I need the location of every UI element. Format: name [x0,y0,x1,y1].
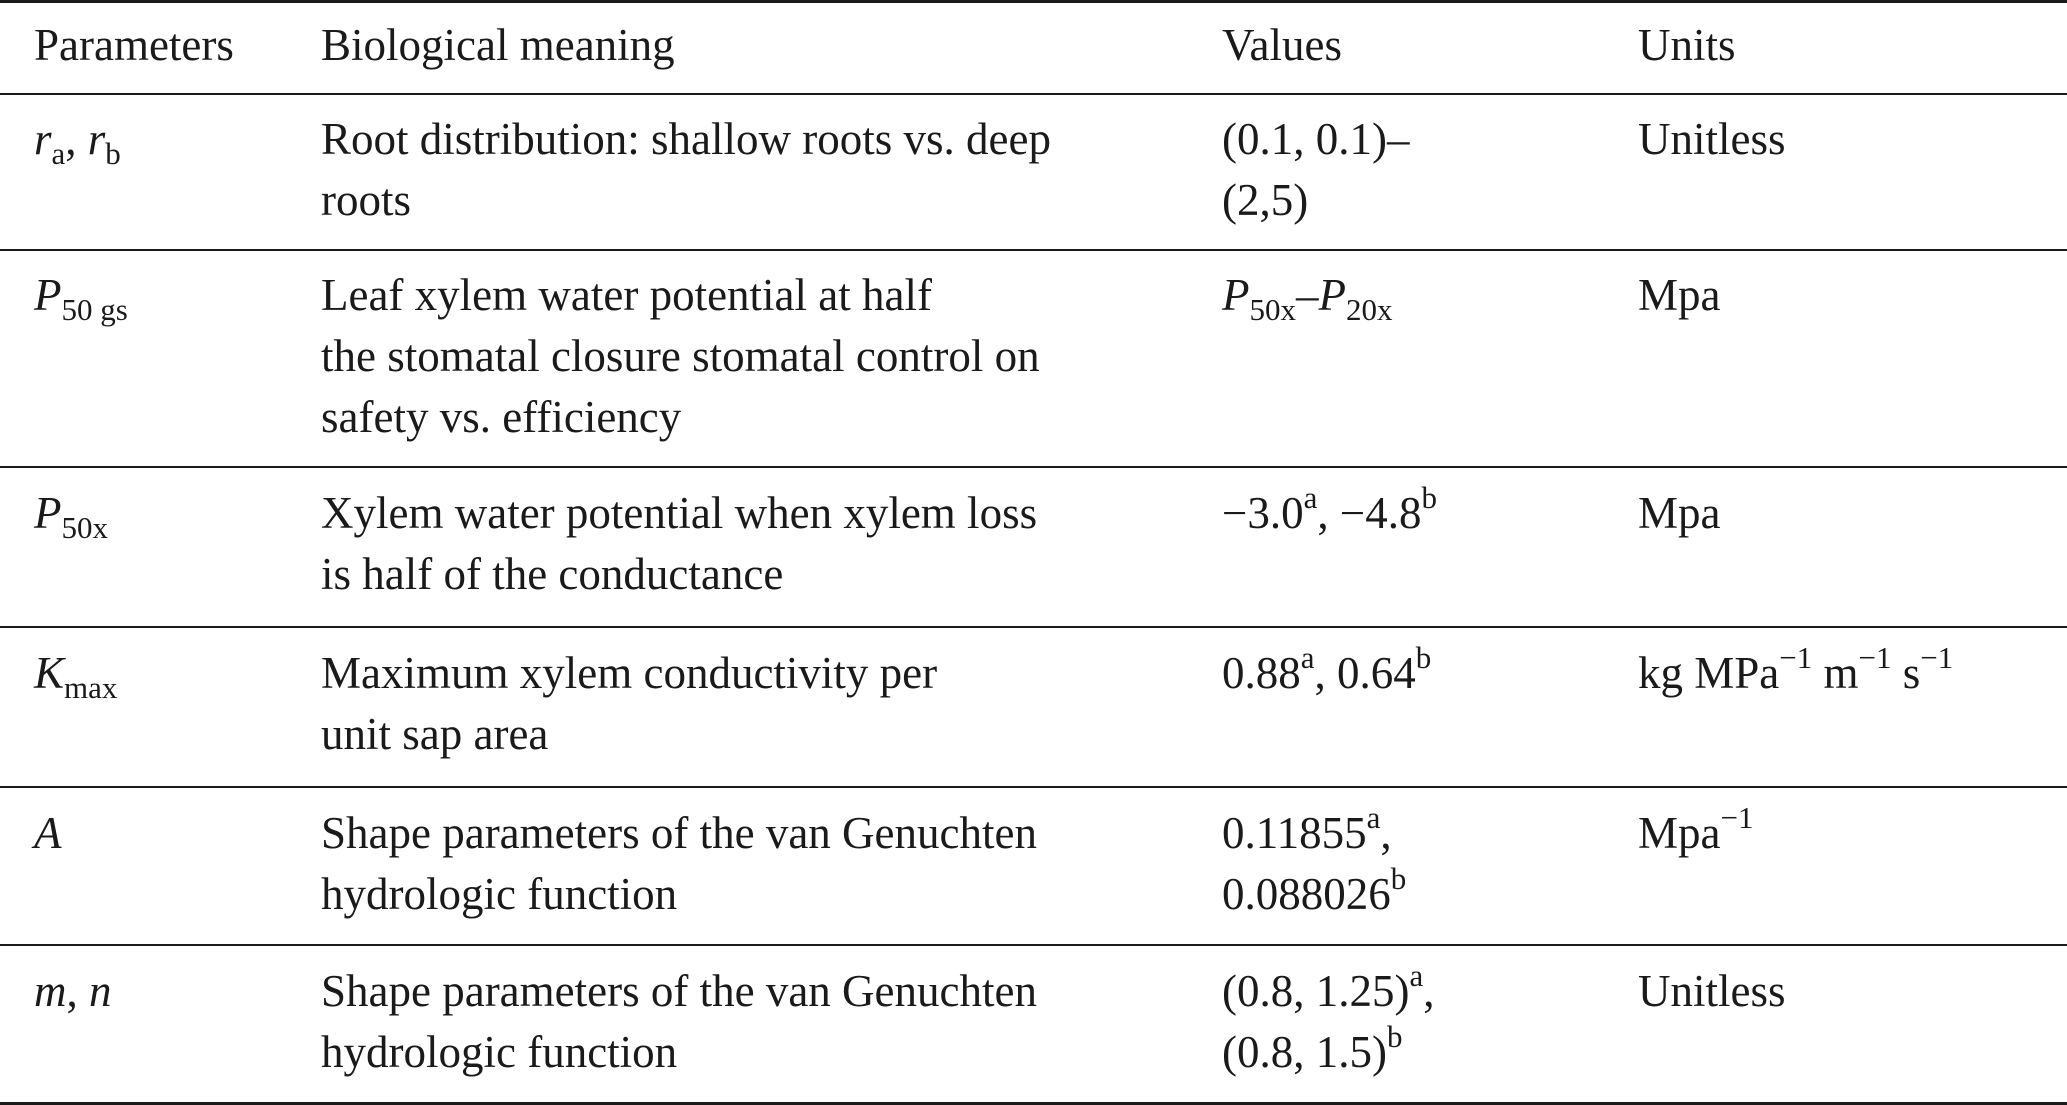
table-row-2-units: Mpa [1638,270,1721,320]
table-row-2-meaning: Leaf xylem water potential at half the stomatal closure stomatal control on safety vs. efficiency [321,270,1040,442]
table-row-1-param: $r_a$, $r_b$ [34,114,121,171]
row-divider [0,466,2067,468]
table-row-5-param: A [34,808,62,858]
table-row-1-units: Unitless [1638,114,1786,164]
table-row-4-meaning: Maximum xylem conductivity per unit sap area [321,648,938,759]
header-parameters: Parameters [34,20,234,70]
table-row-4-param: $K_{max}$ [34,648,118,705]
table-row-4-units: kg MPa$^{-1}$ $m^{-1}$ $s^{-1}$ [1638,640,1954,698]
table-row-3-meaning: Xylem water potential when xylem loss is half of the conductance [321,488,1038,599]
table-row-3-param: $P_{50x}$ [34,488,108,545]
table-row-3-units: Mpa [1638,488,1721,538]
table-row-5-units: Mpa$^{-1}$ [1638,800,1754,858]
row-divider [0,249,2067,251]
header-rule [0,93,2067,95]
table-row-6-param: m, n [34,966,112,1016]
header-values: Values [1222,20,1342,70]
table-row-2-param: $P_{50 gs}$ [34,270,128,327]
table-row-4-values: 0.88$^a$, 0.64$^b$ [1222,640,1432,698]
row-divider [0,944,2067,946]
table-row-6-units: Unitless [1638,966,1786,1016]
table-row-5-values: 0.11855$^a$, 0.088026$^b$ [1222,800,1407,919]
header-biological-meaning: Biological meaning [321,20,675,70]
table-row-1-meaning: Root distribution: shallow roots vs. deep roots [321,114,1051,225]
row-divider [0,626,2067,628]
header-units: Units [1638,20,1736,70]
table-row-1-values: (0.1, 0.1)– (2,5) [1222,114,1410,225]
table-row-6-meaning: Shape parameters of the van Genuchten hydrologic function [321,966,1037,1077]
table-row-2-values: $P_{50x}-P_{20x}$ [1222,270,1393,327]
table-row-6-values: (0.8, 1.25)$^a$, (0.8, 1.5)$^b$ [1222,958,1435,1077]
table-row-5-meaning: Shape parameters of the van Genuchten hydrologic function [321,808,1037,919]
table-row-3-values: −3.0$^a$, −4.8$^b$ [1222,480,1438,538]
row-divider [0,786,2067,788]
top-rule [0,0,2067,3]
